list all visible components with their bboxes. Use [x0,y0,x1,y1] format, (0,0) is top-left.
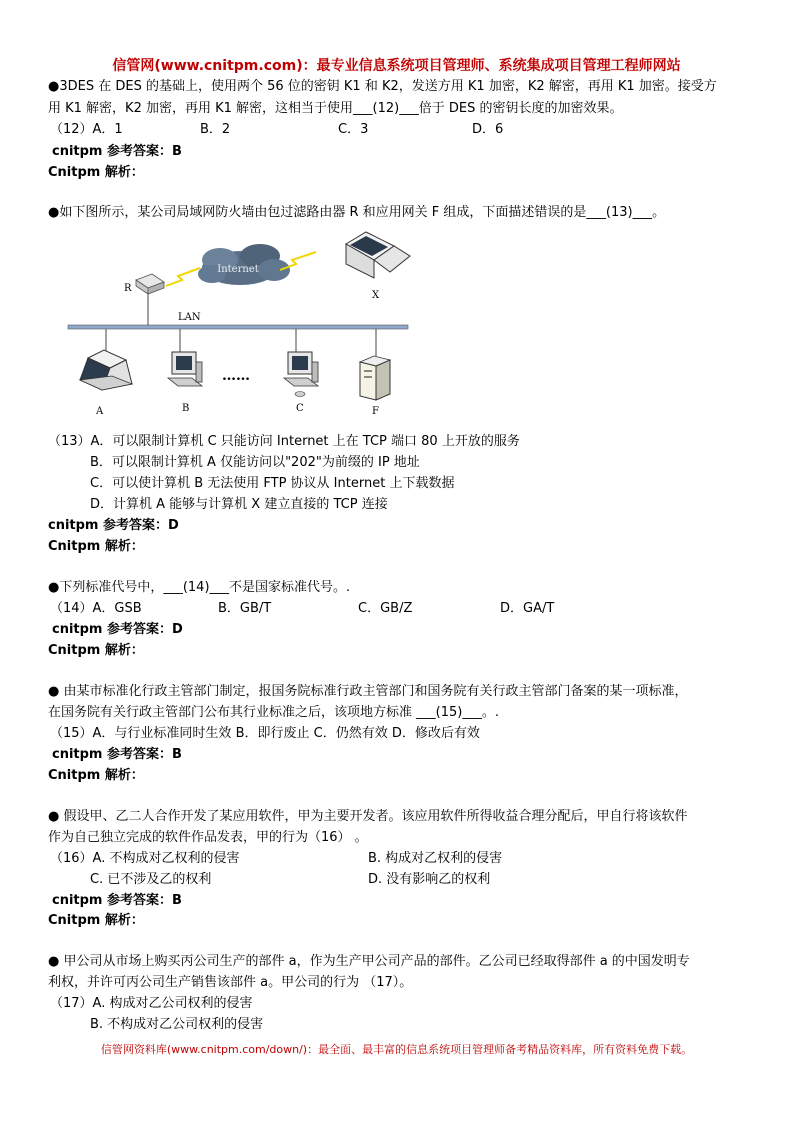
computer-c-icon [284,329,318,397]
laptop-a-icon [80,329,132,390]
q16-answer: cnitpm 参考答案：B [52,893,182,908]
q14-option-c: C．GB/Z [358,601,413,616]
label-f: F [372,406,379,417]
q13-option-b: B．可以限制计算机 A 仅能访问以"202"为前缀的 IP 地址 [90,455,420,470]
q13-answer: cnitpm 参考答案：D [48,518,179,533]
q12-answer: cnitpm 参考答案：B [52,144,182,159]
laptop-x-icon [346,232,410,278]
q17-option-b: B. 不构成对乙公司权利的侵害 [90,1017,264,1032]
page-header[interactable]: 信管网(www.cnitpm.com)：最专业信息系统项目管理师、系统集成项目管理工程师网站 [112,58,681,74]
q13-analysis: Cnitpm 解析： [48,539,144,554]
label-internet: Internet [217,264,259,275]
q16-stem-line1: ● 假设甲、乙二人合作开发了某应用软件，甲为主要开发者。该应用软件所得收益合理分配后，甲自行将该软件 [48,809,688,824]
label-lan: LAN [178,312,201,323]
q12-analysis: Cnitpm 解析： [48,165,144,180]
q17-stem-line2: 利权，并许可丙公司生产销售该部件 a。甲公司的行为 （17）。 [48,975,413,990]
server-f-icon [360,329,390,400]
label-c: C [296,403,304,414]
router-r-icon [136,274,164,325]
label-b: B [182,403,190,414]
q14-answer: cnitpm 参考答案：D [52,622,183,637]
q14-stem: ●下列标准代号中，___(14)___不是国家标准代号。. [48,580,351,595]
q13-option-c: C．可以使计算机 B 无法使用 FTP 协议从 Internet 上下载数据 [90,476,455,491]
label-a: A [96,406,104,417]
q13-option-a: （13）A．可以限制计算机 C 只能访问 Internet 上在 TCP 端口 80 上开放的服务 [48,434,520,449]
q12-option-d: D．6 [472,122,504,137]
page-footer[interactable]: 信管网资料库(www.cnitpm.com/down/)：最全面、最丰富的信息系统项目管理师备考精品资料库，所有资料免费下载。 [100,1043,693,1056]
q16-option-a: （16）A. 不构成对乙权利的侵害 [50,851,240,866]
link-r-internet [166,268,200,286]
q14-option-b: B．GB/T [218,601,272,616]
q12-option-c: C．3 [338,122,369,137]
q16-option-d: D. 没有影响乙的权利 [368,872,491,887]
q15-options: （15）A．与行业标准同时生效 B．即行废止 C．仍然有效 D．修改后有效 [50,726,480,741]
q16-option-b: B. 构成对乙权利的侵害 [368,851,503,866]
q15-stem-line2: 在国务院有关行政主管部门公布其行业标准之后，该项地方标准 ___(15)___。. [48,705,499,720]
link-internet-x [280,252,316,270]
q14-option-d: D．GA/T [500,601,555,616]
q15-analysis: Cnitpm 解析： [48,768,144,783]
q16-analysis: Cnitpm 解析： [48,913,144,928]
q13-stem: ●如下图所示，某公司局域网防火墙由包过滤路由器 R 和应用网关 F 组成，下面描述错误的是___(13)___。 [48,205,666,220]
q16-option-c: C. 已不涉及乙的权利 [90,872,212,887]
q14-analysis: Cnitpm 解析： [48,643,144,658]
lan-bus [68,325,408,329]
label-x: X [372,290,380,301]
network-diagram [60,228,420,420]
q12-option-a: （12）A．1 [50,122,123,137]
label-dots: …… [222,368,250,384]
label-r: R [124,283,132,294]
computer-b-icon [168,329,202,386]
q15-stem-line1: ● 由某市标准化行政主管部门制定，报国务院标准行政主管部门和国务院有关行政主管部门备案的某一项标准， [48,684,688,699]
q16-stem-line2: 作为自己独立完成的软件作品发表，甲的行为（16） 。 [48,830,368,845]
q12-stem-line2: 用 K1 解密，K2 加密，再用 K1 解密，这相当于使用___(12)___倍于 DES 的密钥长度的加密效果。 [48,101,623,116]
q17-stem-line1: ● 甲公司从市场上购买丙公司生产的部件 a，作为生产甲公司产品的部件。乙公司已经取得部件 a 的中国发明专 [48,954,690,969]
q14-option-a: （14）A．GSB [50,601,142,616]
q12-stem-line1: ●3DES 在 DES 的基础上，使用两个 56 位的密钥 K1 和 K2，发送方用 K1 加密，K2 解密，再用 K1 加密。接受方 [48,79,717,94]
q13-option-d: D．计算机 A 能够与计算机 X 建立直接的 TCP 连接 [90,497,388,512]
q15-answer: cnitpm 参考答案：B [52,747,182,762]
q12-option-b: B．2 [200,122,231,137]
q17-option-a: （17）A. 构成对乙公司权利的侵害 [50,996,253,1011]
